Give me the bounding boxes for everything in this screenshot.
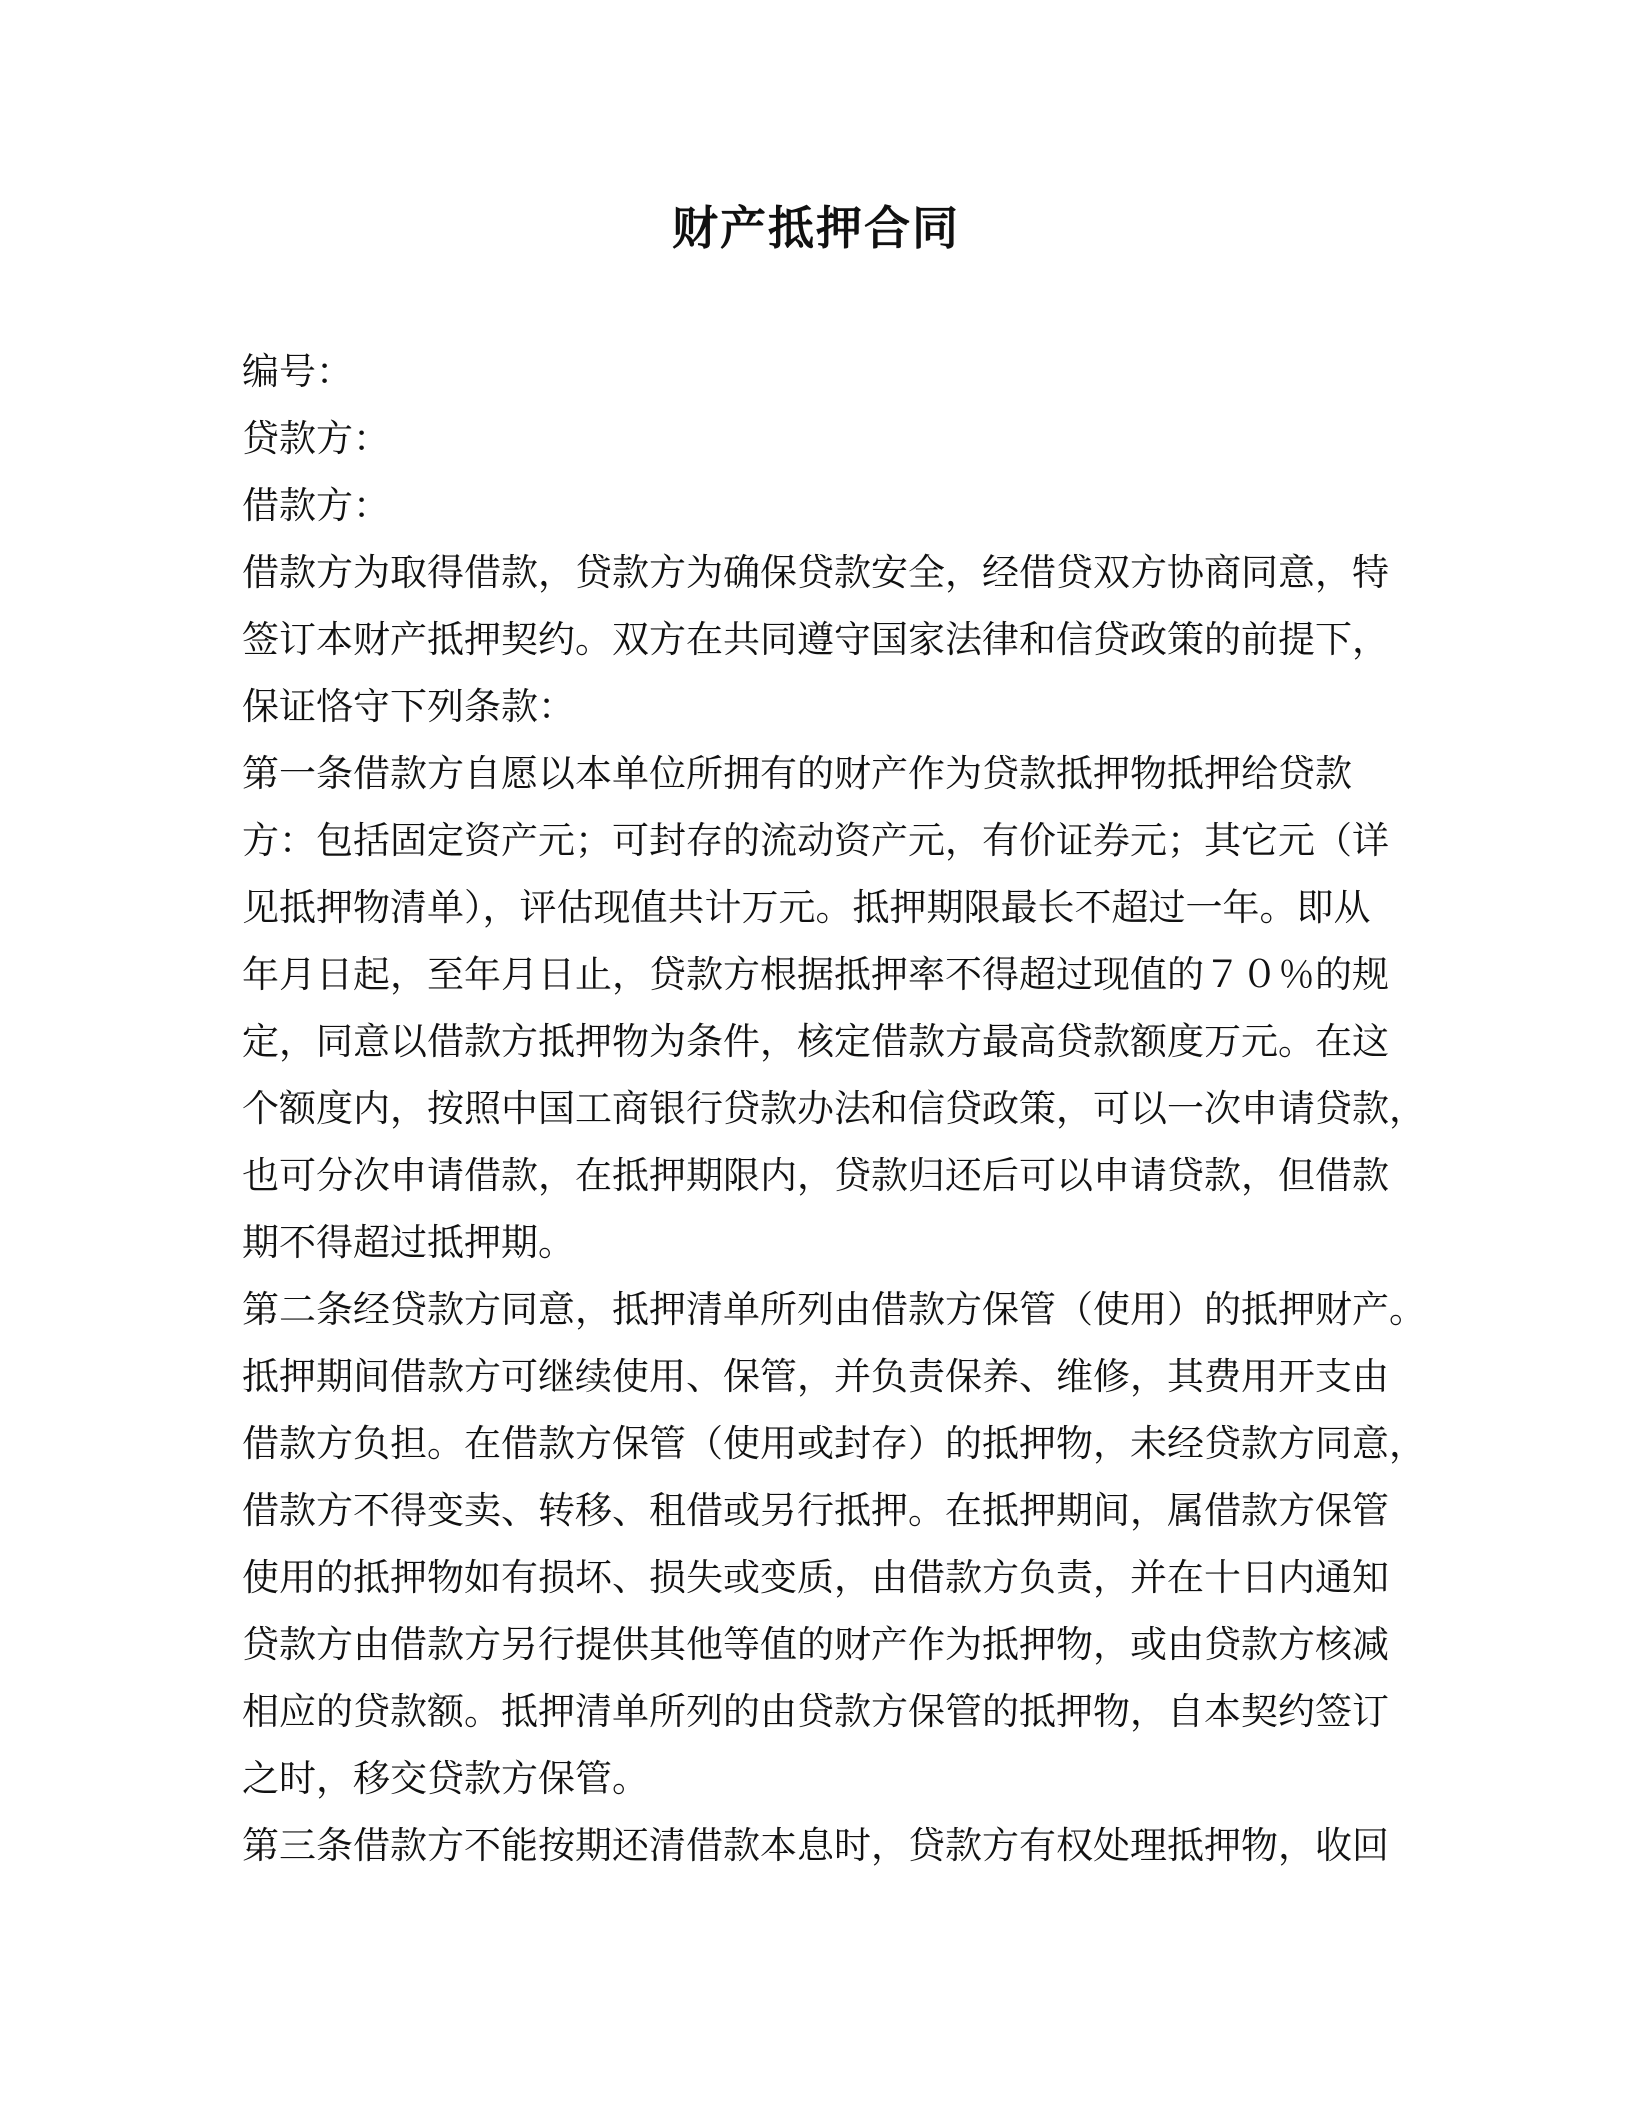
article-2-line: 借款方不得变卖、转移、租借或另行抵押。在抵押期间，属借款方保管: [242, 1489, 1389, 1532]
field-lender: 贷款方：: [242, 417, 390, 460]
document-body: [242, 338, 1426, 1879]
article-1-line: 第一条借款方自愿以本单位所拥有的财产作为贷款抵押物抵押给贷款: [242, 752, 1352, 795]
article-1-line: 定，同意以借款方抵押物为条件，核定借款方最高贷款额度万元。在这: [242, 1020, 1389, 1063]
article-1-line: 方：包括固定资产元；可封存的流动资产元，有价证券元；其它元（详: [242, 819, 1389, 862]
article-1-line: 也可分次申请借款，在抵押期限内，贷款归还后可以申请贷款，但借款: [242, 1154, 1389, 1197]
article-3-line: 第三条借款方不能按期还清借款本息时，贷款方有权处理抵押物，收回: [242, 1824, 1389, 1867]
article-2-line: 借款方负担。在借款方保管（使用或封存）的抵押物，未经贷款方同意，: [242, 1422, 1426, 1465]
article-2-line: 抵押期间借款方可继续使用、保管，并负责保养、维修，其费用开支由: [242, 1355, 1389, 1398]
article-2-line: 第二条经贷款方同意，抵押清单所列由借款方保管（使用）的抵押财产。: [242, 1288, 1426, 1331]
body-line: 保证恪守下列条款：: [242, 685, 575, 728]
article-1-line: 期不得超过抵押期。: [242, 1221, 575, 1264]
document-title: 财产抵押合同: [672, 201, 960, 255]
article-2-line: 相应的贷款额。抵押清单所列的由贷款方保管的抵押物，自本契约签订: [242, 1690, 1389, 1733]
article-2-line: 贷款方由借款方另行提供其他等值的财产作为抵押物，或由贷款方核减: [242, 1623, 1389, 1666]
field-borrower: 借款方：: [242, 484, 390, 527]
article-2-line: 使用的抵押物如有损坏、损失或变质，由借款方负责，并在十日内通知: [242, 1556, 1389, 1599]
body-line: 借款方为取得借款，贷款方为确保贷款安全，经借贷双方协商同意，特: [242, 551, 1389, 594]
article-1-line: 年月日起，至年月日止，贷款方根据抵押率不得超过现值的７０％的规: [242, 953, 1389, 996]
body-line: 签订本财产抵押契约。双方在共同遵守国家法律和信贷政策的前提下，: [242, 618, 1389, 661]
field-number: 编号：: [242, 350, 353, 393]
article-1-line: 见抵押物清单），评估现值共计万元。抵押期限最长不超过一年。即从: [242, 886, 1371, 929]
article-2-line: 之时，移交贷款方保管。: [242, 1757, 649, 1800]
article-1-line: 个额度内，按照中国工商银行贷款办法和信贷政策，可以一次申请贷款，: [242, 1087, 1426, 1130]
